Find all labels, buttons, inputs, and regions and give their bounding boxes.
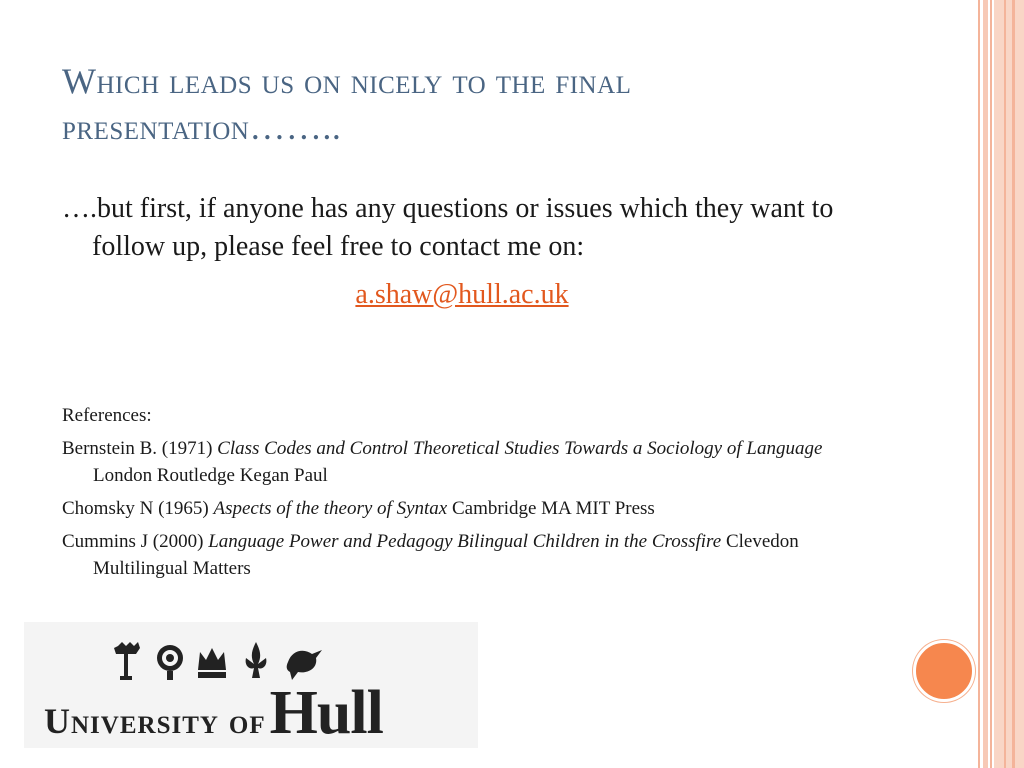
- logo-wordmark: [44, 678, 383, 749]
- logo-university-text: University of: [44, 701, 266, 741]
- reference-item: [62, 495, 882, 522]
- decorative-stripe: [978, 0, 980, 768]
- university-logo: [24, 622, 478, 748]
- email-line: [62, 276, 862, 314]
- decorative-stripe: [990, 0, 992, 768]
- reference-publisher: London Routledge Kegan Paul: [93, 465, 328, 486]
- reference-author: Cummins J (2000): [62, 531, 209, 552]
- decorative-stripe: [1004, 0, 1006, 768]
- body-paragraph: ….but first, if anyone has any questions or issues which they want to follow up, please feel free to contact me on:: [62, 193, 834, 262]
- reference-author: Chomsky N (1965): [62, 498, 214, 519]
- references: [62, 402, 882, 588]
- references-heading: References:: [62, 405, 152, 426]
- slide-title: Which leads us on nicely to the final presentation……..: [62, 61, 632, 147]
- reference-author: Bernstein B. (1971): [62, 438, 218, 459]
- decorative-stripe: [983, 0, 988, 768]
- slide-body: [62, 190, 862, 314]
- decorative-stripe: [1012, 0, 1015, 768]
- decorative-stripe: [994, 0, 1024, 768]
- reference-title: Class Codes and Control Theoretical Studies Towards a Sociology of Language: [217, 438, 823, 459]
- email-link[interactable]: a.shaw@hull.ac.uk: [355, 279, 569, 310]
- reference-item: [62, 528, 882, 582]
- reference-title: Aspects of the theory of Syntax: [213, 498, 448, 519]
- reference-item: [62, 435, 882, 489]
- reference-title: Language Power and Pedagogy Bilingual Children in the Crossfire: [208, 531, 722, 552]
- logo-hull-text: Hull: [269, 679, 383, 747]
- reference-publisher: Cambridge MA MIT Press: [447, 498, 655, 519]
- decorative-circle: [913, 640, 975, 702]
- reference-publisher: Clevedon Multilingual Matters: [93, 531, 799, 579]
